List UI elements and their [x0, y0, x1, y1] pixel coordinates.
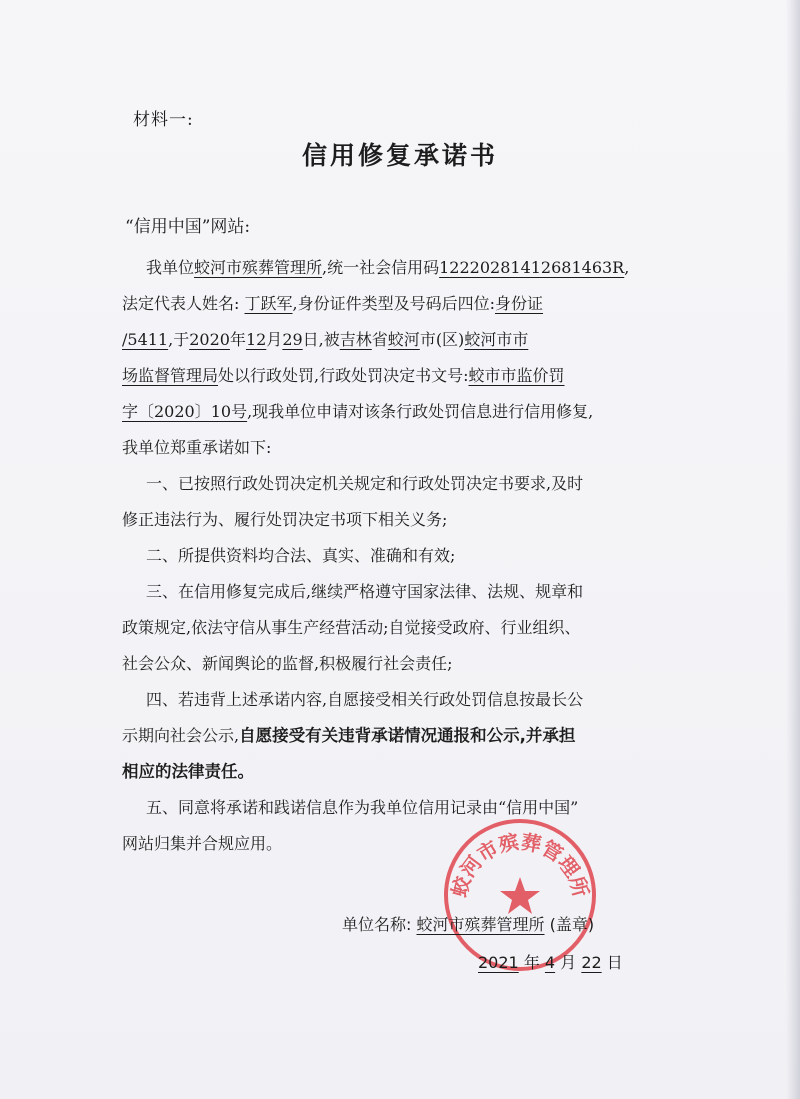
- credit-code: 12220281412681463R: [439, 258, 625, 277]
- penalty-month: 12: [245, 330, 267, 349]
- body-line-5: 字〔2020〕10号,现我单位申请对该条行政处罚信息进行信用修复,: [122, 402, 594, 421]
- authority-part1: 蛟河市市: [464, 330, 529, 349]
- document-title: 信用修复承诺书: [301, 141, 498, 170]
- doc-number-part2: 字〔2020〕10号: [122, 402, 248, 421]
- city: 蛟河: [387, 330, 420, 349]
- item-4-line-2: 示期向社会公示,自愿接受有关违背承诺情况通报和公示,并承担: [122, 726, 576, 745]
- authority-part2: 场监督管理局: [122, 366, 219, 385]
- item-5-line-1: 五、同意将承诺和践诺信息作为我单位信用记录由“信用中国”: [146, 798, 579, 817]
- doc-number-part1: 蛟市市监价罚: [468, 366, 565, 385]
- penalty-day: 29: [282, 330, 303, 349]
- signature-line: [342, 912, 594, 935]
- seal-text: 蛟河市殡葬管理所: [446, 829, 594, 900]
- penalty-year: 2020: [189, 330, 230, 349]
- material-label: 材料一:: [133, 110, 194, 130]
- item-4-line-1: 四、若违背上述承诺内容,自愿接受相关行政处罚信息按最长公: [146, 690, 584, 709]
- stamp-note: (盖章): [549, 915, 595, 934]
- item-3-line-2: 政策规定,依法守信从事生产经营活动;自觉接受政府、行业组织、: [122, 618, 581, 637]
- seal-star: [500, 877, 540, 914]
- signature-unit-name: 蛟河市殡葬管理所: [416, 915, 545, 934]
- signature-label: 单位名称:: [342, 915, 412, 934]
- item-3-line-3: 社会公众、新闻舆论的监督,积极履行社会责任;: [122, 654, 453, 673]
- id-type: 身份证: [495, 294, 544, 313]
- item-4-line-3: 相应的法律责任。: [122, 762, 254, 781]
- unit-name: 蛟河市殡葬管理所: [194, 258, 323, 277]
- body-line-4: 场监督管理局处以行政处罚,行政处罚决定书文号:蛟市市监价罚: [122, 366, 565, 385]
- item-3-line-1: 三、在信用修复完成后,继续严格遵守国家法律、法规、规章和: [146, 582, 584, 601]
- signature-date: 2021 年 4 月 22 日: [478, 953, 623, 972]
- sign-year: 2021: [478, 953, 519, 972]
- item-5-line-2: 网站归集并合规应用。: [122, 834, 283, 853]
- sign-month: 4: [544, 953, 556, 972]
- item-2: 二、所提供资料均合法、真实、准确和有效;: [146, 546, 456, 565]
- legal-representative: 丁跃军: [244, 294, 293, 313]
- body-line-2: 法定代表人姓名: 丁跃军,身份证件类型及号码后四位:身份证: [122, 294, 544, 313]
- sign-day: 22: [581, 953, 602, 972]
- id-last4: /5411: [122, 330, 169, 349]
- province: 吉林: [339, 330, 372, 349]
- body-line-3: /5411,于2020年12月29日,被吉林省蛟河市(区)蛟河市市: [122, 330, 529, 349]
- item-1-line-1: 一、已按照行政处罚决定机关规定和行政处罚决定书要求,及时: [146, 474, 584, 493]
- body-line-1: 我单位蛟河市殡葬管理所,统一社会信用码12220281412681463R,: [146, 258, 630, 277]
- document-body: [122, 250, 674, 862]
- item-1-line-2: 修正违法行为、履行处罚决定书项下相关义务;: [122, 510, 448, 529]
- body-line-6: 我单位郑重承诺如下:: [122, 438, 272, 457]
- addressee: “信用中国”网站:: [125, 217, 251, 237]
